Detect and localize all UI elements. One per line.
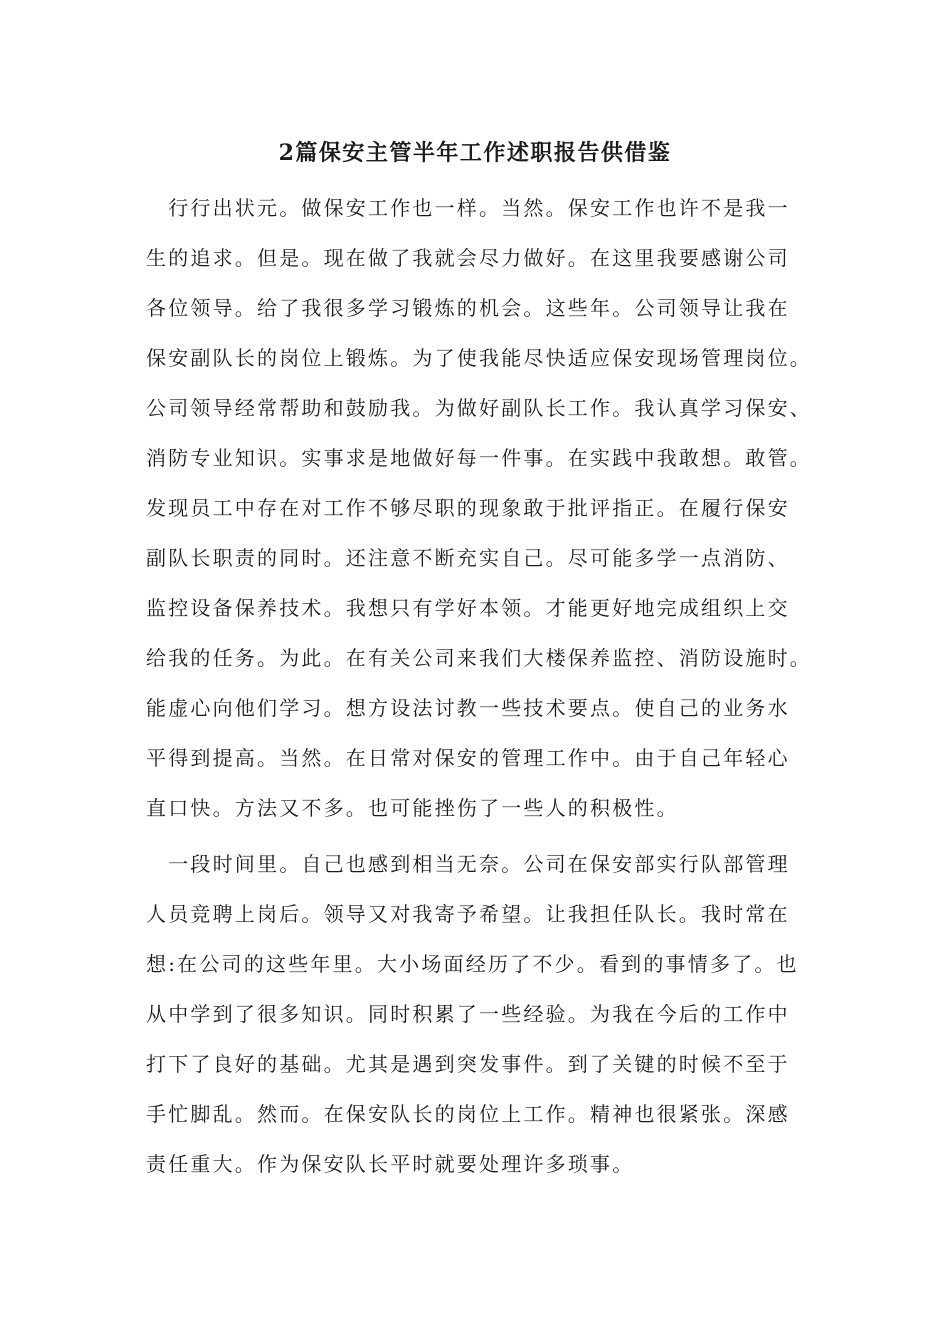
paragraph-line: 行行出状元。做保安工作也一样。当然。保安工作也许不是我一 <box>146 196 790 220</box>
paragraph-line: 手忙脚乱。然而。在保安队长的岗位上工作。精神也很紧张。深感 <box>146 1102 790 1126</box>
paragraph-line: 人员竞聘上岗后。领导又对我寄予希望。让我担任队长。我时常在 <box>146 902 790 926</box>
document-title: 2篇保安主管半年工作述职报告供借鉴 <box>278 140 672 166</box>
paragraph-2 <box>146 839 836 1189</box>
paragraph-line: 各位领导。给了我很多学习锻炼的机会。这些年。公司领导让我在 <box>146 296 790 320</box>
paragraph-line: 公司领导经常帮助和鼓励我。为做好副队长工作。我认真学习保安、 <box>146 396 812 420</box>
paragraph-line: 发现员工中存在对工作不够尽职的现象敢于批评指正。在履行保安 <box>146 496 790 520</box>
paragraph-line: 直口快。方法又不多。也可能挫伤了一些人的积极性。 <box>146 796 679 820</box>
paragraph-1 <box>146 183 836 833</box>
paragraph-line: 副队长职责的同时。还注意不断充实自己。尽可能多学一点消防、 <box>146 546 790 570</box>
paragraph-line: 从中学到了很多知识。同时积累了一些经验。为我在今后的工作中 <box>146 1002 790 1026</box>
paragraph-line: 打下了良好的基础。尤其是遇到突发事件。到了关键的时候不至于 <box>146 1052 790 1076</box>
paragraph-line: 想:在公司的这些年里。大小场面经历了不少。看到的事情多了。也 <box>146 952 799 976</box>
paragraph-line: 消防专业知识。实事求是地做好每一件事。在实践中我敢想。敢管。 <box>146 446 812 470</box>
paragraph-line: 能虚心向他们学习。想方设法讨教一些技术要点。使自己的业务水 <box>146 696 790 720</box>
paragraph-line: 保安副队长的岗位上锻炼。为了使我能尽快适应保安现场管理岗位。 <box>146 346 812 370</box>
paragraph-line: 生的追求。但是。现在做了我就会尽力做好。在这里我要感谢公司 <box>146 246 790 270</box>
paragraph-line: 责任重大。作为保安队长平时就要处理许多琐事。 <box>146 1152 635 1176</box>
paragraph-line: 监控设备保养技术。我想只有学好本领。才能更好地完成组织上交 <box>146 596 790 620</box>
paragraph-line: 一段时间里。自己也感到相当无奈。公司在保安部实行队部管理 <box>146 852 790 876</box>
paragraph-line: 平得到提高。当然。在日常对保安的管理工作中。由于自己年轻心 <box>146 746 790 770</box>
paragraph-line: 给我的任务。为此。在有关公司来我们大楼保养监控、消防设施时。 <box>146 646 812 670</box>
